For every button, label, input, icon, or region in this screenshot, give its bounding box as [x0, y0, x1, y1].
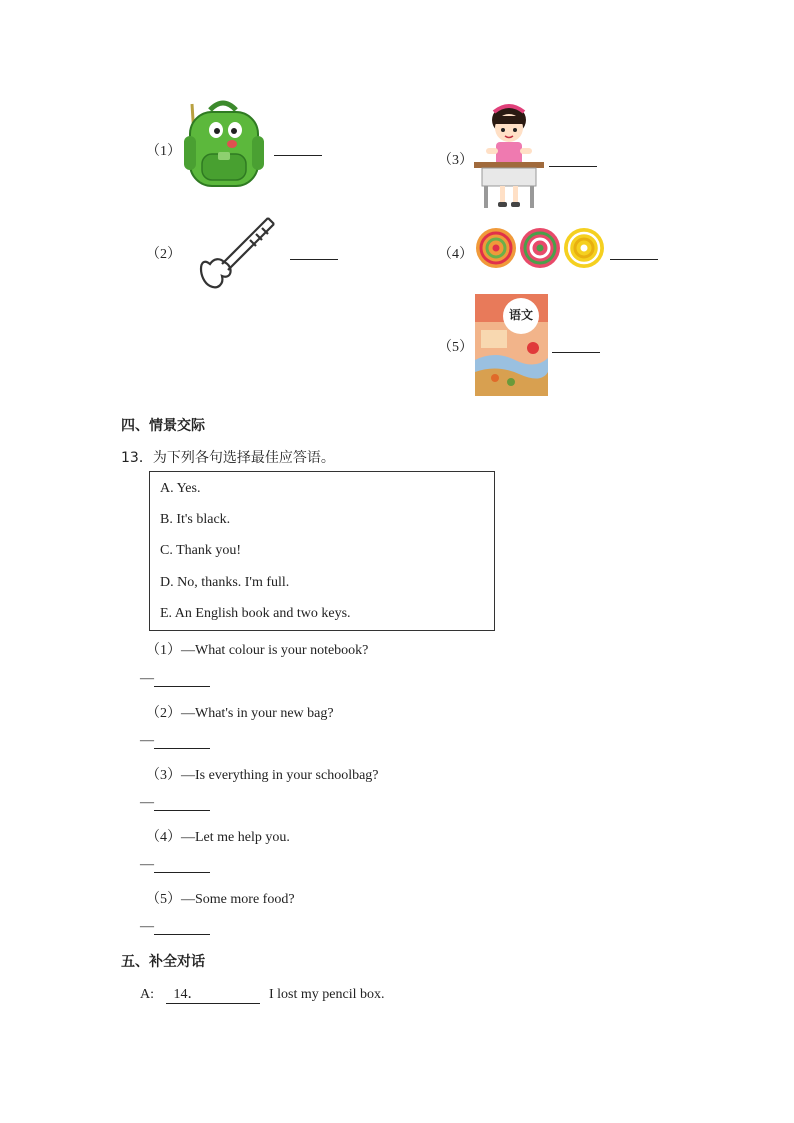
- option-a: A. Yes.: [160, 481, 201, 496]
- blank-14[interactable]: [166, 983, 260, 1004]
- schoolbag-icon: [180, 96, 266, 194]
- dialog-1-dash: —: [140, 671, 154, 686]
- option-c: C. Thank you!: [160, 543, 242, 558]
- dialog-3-prompt: （3）—Is everything in your schoolbag?: [146, 768, 379, 783]
- book-title: 语文: [509, 308, 534, 322]
- question-13-instruction: 13．为下列各句选择最佳应答语。: [121, 450, 335, 466]
- dialog-5-answer: [140, 919, 210, 935]
- blank-14-number: 14．: [173, 987, 202, 1002]
- chinese-book-icon: [475, 294, 548, 396]
- item-5-answer-blank[interactable]: [552, 338, 600, 353]
- dialog-2-answer: [140, 733, 210, 749]
- dialog-1-prompt: （1）—What colour is your notebook?: [146, 643, 369, 658]
- dialog-1-answer-blank[interactable]: [154, 672, 210, 687]
- item-1-number: （1）: [146, 144, 181, 159]
- item-4-answer-blank[interactable]: [610, 245, 658, 260]
- dialog-1-answer: [140, 671, 210, 687]
- item-5-number: （5）: [438, 340, 473, 355]
- key-icon: [188, 206, 284, 296]
- dialog-4-answer-blank[interactable]: [154, 858, 210, 873]
- dialog-4-answer: [140, 857, 210, 873]
- dialog-5-answer-blank[interactable]: [154, 920, 210, 935]
- item-3-answer-blank[interactable]: [549, 152, 597, 167]
- dialog-2-dash: —: [140, 733, 154, 748]
- dialog-5-dash: —: [140, 919, 154, 934]
- item-2-answer-blank[interactable]: [290, 245, 338, 260]
- dialog-line-a-text: I lost my pencil box.: [269, 987, 385, 1002]
- dialog-3-answer: [140, 795, 210, 811]
- dialog-2-answer-blank[interactable]: [154, 734, 210, 749]
- dialog-5-prompt: （5）—Some more food?: [146, 892, 295, 907]
- section-5-heading: 五、补全对话: [121, 954, 205, 970]
- dialog-line-a: [140, 983, 385, 1004]
- section-4-heading: 四、情景交际: [121, 418, 205, 434]
- speaker-a: A:: [140, 987, 154, 1002]
- dialog-3-dash: —: [140, 795, 154, 810]
- dialog-2-prompt: （2）—What's in your new bag?: [146, 706, 334, 721]
- dialog-3-answer-blank[interactable]: [154, 796, 210, 811]
- item-4-number: （4）: [438, 247, 473, 262]
- dialog-4-dash: —: [140, 857, 154, 872]
- item-2-number: （2）: [146, 247, 181, 262]
- dialog-4-prompt: （4）—Let me help you.: [146, 830, 290, 845]
- item-3-number: （3）: [438, 153, 473, 168]
- option-d: D. No, thanks. I'm full.: [160, 575, 290, 590]
- desk-girl-icon: [472, 102, 546, 210]
- candy-icon: [474, 224, 608, 272]
- item-1-answer-blank[interactable]: [274, 141, 322, 156]
- option-e: E. An English book and two keys.: [160, 606, 351, 621]
- option-b: B. It's black.: [160, 512, 231, 527]
